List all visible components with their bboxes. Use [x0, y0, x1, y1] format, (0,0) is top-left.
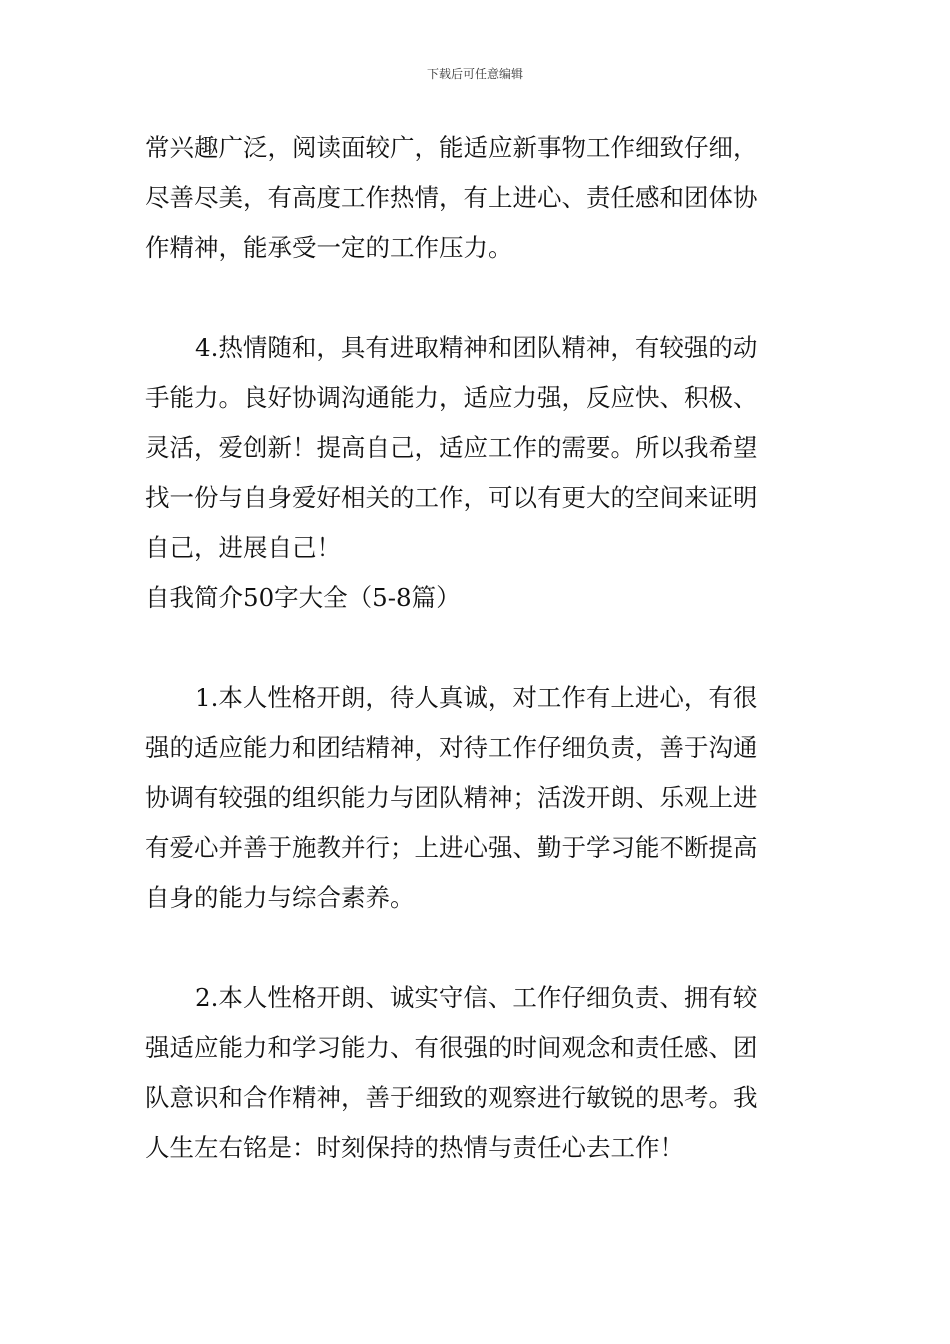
paragraph-item-2 — [145, 973, 810, 1173]
paragraph-line: 队意识和合作精神，善于细致的观察进行敏锐的思考。我 — [145, 1083, 758, 1112]
paragraph-line: 2.本人性格开朗、诚实守信、工作仔细负责、拥有较 — [195, 983, 758, 1012]
paragraph-line: 1.本人性格开朗，待人真诚，对工作有上进心，有很 — [195, 683, 758, 712]
paragraph-line: 自身的能力与综合素养。 — [145, 883, 415, 912]
paragraph-line: 强的适应能力和团结精神，对待工作仔细负责，善于沟通 — [145, 733, 758, 762]
paragraph-line: 找一份与自身爱好相关的工作，可以有更大的空间来证明 — [145, 483, 758, 512]
paragraph-item-4 — [145, 323, 810, 573]
paragraph-continuation — [145, 123, 810, 273]
paragraph-line: 协调有较强的组织能力与团队精神；活泼开朗、乐观上进 — [145, 783, 758, 812]
page-header: 下载后可任意编辑 — [426, 67, 523, 81]
paragraph-line: 强适应能力和学习能力、有很强的时间观念和责任感、团 — [145, 1033, 758, 1062]
paragraph-line: 常兴趣广泛，阅读面较广，能适应新事物工作细致仔细， — [145, 133, 758, 162]
paragraph-line: 作精神，能承受一定的工作压力。 — [145, 233, 513, 262]
section-title: 自我简介50字大全（5-8篇） — [145, 583, 461, 612]
paragraph-line: 灵活，爱创新！提高自己，适应工作的需要。所以我希望 — [145, 433, 758, 462]
paragraph-line: 尽善尽美，有高度工作热情，有上进心、责任感和团体协 — [145, 183, 758, 212]
paragraph-line: 手能力。良好协调沟通能力，适应力强，反应快、积极、 — [145, 383, 758, 412]
paragraph-line: 自己，进展自己！ — [145, 533, 341, 562]
paragraph-item-1 — [145, 673, 810, 923]
document-body — [145, 123, 810, 1173]
paragraph-line: 有爱心并善于施教并行；上进心强、勤于学习能不断提高 — [145, 833, 758, 862]
paragraph-line: 4.热情随和，具有进取精神和团队精神，有较强的动 — [195, 333, 758, 362]
paragraph-line: 人生左右铭是：时刻保持的热情与责任心去工作！ — [145, 1133, 684, 1162]
